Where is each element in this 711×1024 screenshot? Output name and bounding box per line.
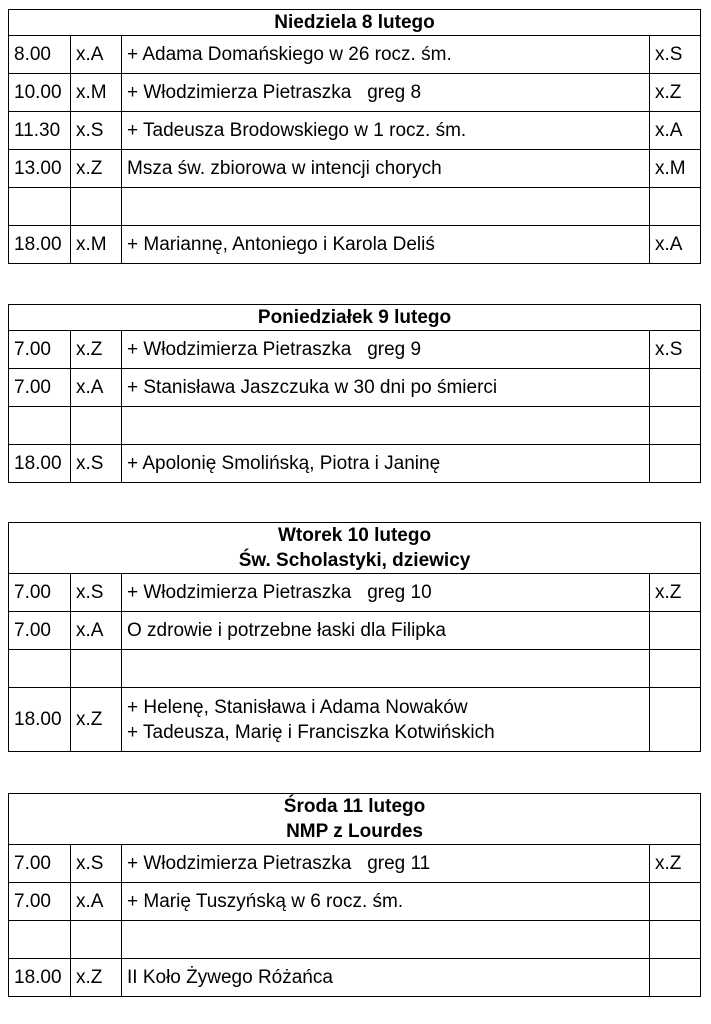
mass-time: 8.00 [9,36,71,74]
mass-intention [122,921,650,959]
mass-confessor: x.A [650,226,701,264]
mass-celebrant: x.Z [71,688,122,752]
mass-row [9,150,701,188]
mass-celebrant: x.A [71,36,122,74]
mass-celebrant [71,188,122,226]
day-title [9,10,701,36]
day-table-poniedzialek [8,304,701,483]
mass-row [9,883,701,921]
mass-celebrant: x.Z [71,331,122,369]
mass-confessor [650,369,701,407]
mass-row-empty [9,650,701,688]
intention-line: + Helenę, Stanisława i Adama Nowaków [127,696,468,718]
day-title-line: Środa 11 lutego [283,796,426,817]
day-title [9,305,701,331]
mass-confessor: x.A [650,112,701,150]
day-header-row [9,794,701,845]
mass-celebrant: x.A [71,612,122,650]
mass-celebrant: x.M [71,226,122,264]
mass-confessor: x.M [650,150,701,188]
day-table-sroda [8,793,701,997]
mass-row [9,612,701,650]
intention-line: + Tadeusza Brodowskiego w 1 rocz. śm. [127,120,467,141]
intention-line: + Włodzimierza Pietraszka greg 8 [127,82,422,103]
intention-line: Msza św. zbiorowa w intencji chorych [127,158,442,179]
mass-time: 18.00 [9,445,71,483]
mass-celebrant: x.Z [71,150,122,188]
day-title-line: Poniedziałek 9 lutego [257,307,452,328]
mass-time [9,921,71,959]
mass-intention [122,407,650,445]
mass-time: 18.00 [9,688,71,752]
mass-confessor [650,959,701,997]
mass-time: 11.30 [9,112,71,150]
mass-time: 7.00 [9,369,71,407]
mass-intention [122,369,650,407]
mass-intention [122,688,650,752]
mass-confessor: x.Z [650,845,701,883]
mass-time: 18.00 [9,226,71,264]
day-subtitle-line: Św. Scholastyki, dziewicy [238,550,471,571]
mass-row [9,688,701,752]
mass-intention [122,650,650,688]
mass-time: 7.00 [9,331,71,369]
mass-row [9,36,701,74]
mass-intention [122,959,650,997]
mass-intention [122,445,650,483]
intention-line: + Marię Tuszyńską w 6 rocz. śm. [127,891,404,912]
mass-row [9,959,701,997]
mass-row [9,445,701,483]
mass-row-empty [9,407,701,445]
mass-celebrant: x.Z [71,959,122,997]
day-header-row [9,523,701,574]
mass-celebrant [71,407,122,445]
mass-celebrant: x.S [71,845,122,883]
mass-intention [122,74,650,112]
mass-confessor: x.S [650,331,701,369]
mass-row-empty [9,188,701,226]
mass-row [9,574,701,612]
mass-confessor [650,688,701,752]
mass-confessor [650,650,701,688]
intention-line: + Włodzimierza Pietraszka greg 9 [127,339,422,360]
mass-celebrant: x.M [71,74,122,112]
mass-row [9,845,701,883]
mass-intention [122,226,650,264]
mass-row [9,74,701,112]
day-table-niedziela [8,9,701,264]
mass-row [9,226,701,264]
mass-confessor [650,883,701,921]
day-subtitle-line: NMP z Lourdes [286,821,423,842]
mass-confessor [650,612,701,650]
mass-confessor [650,188,701,226]
mass-time [9,188,71,226]
mass-time: 7.00 [9,574,71,612]
mass-confessor: x.S [650,36,701,74]
intention-line: + Adama Domańskiego w 26 rocz. śm. [127,44,452,65]
mass-celebrant [71,921,122,959]
mass-celebrant: x.A [71,369,122,407]
mass-intention [122,36,650,74]
intention-line: + Mariannę, Antoniego i Karola Deliś [127,234,435,255]
mass-confessor: x.Z [650,74,701,112]
mass-time [9,407,71,445]
mass-intention [122,112,650,150]
mass-time: 7.00 [9,612,71,650]
intention-line: II Koło Żywego Różańca [127,967,333,988]
day-table-wtorek [8,522,701,752]
mass-time: 7.00 [9,883,71,921]
mass-celebrant: x.A [71,883,122,921]
mass-time: 18.00 [9,959,71,997]
mass-intention [122,331,650,369]
mass-intention [122,574,650,612]
mass-row [9,369,701,407]
intention-line: + Apolonię Smolińską, Piotra i Janinę [127,453,441,474]
intention-line: + Tadeusza, Marię i Franciszka Kotwińskich [127,721,495,743]
day-title [9,523,701,574]
mass-intention [122,612,650,650]
mass-celebrant: x.S [71,445,122,483]
mass-intention [122,845,650,883]
mass-celebrant: x.S [71,112,122,150]
intention-line: O zdrowie i potrzebne łaski dla Filipka [127,620,446,641]
day-title [9,794,701,845]
mass-celebrant [71,650,122,688]
intention-line: + Włodzimierza Pietraszka greg 11 [127,853,431,874]
day-title-line: Wtorek 10 lutego [277,525,432,546]
mass-row-empty [9,921,701,959]
mass-intention [122,883,650,921]
mass-time: 13.00 [9,150,71,188]
day-header-row [9,10,701,36]
day-title-line: Niedziela 8 lutego [274,12,435,33]
mass-confessor: x.Z [650,574,701,612]
mass-row [9,112,701,150]
mass-intention [122,188,650,226]
intention-line: + Włodzimierza Pietraszka greg 10 [127,582,432,603]
mass-intention [122,150,650,188]
day-header-row [9,305,701,331]
mass-confessor [650,407,701,445]
mass-time [9,650,71,688]
mass-celebrant: x.S [71,574,122,612]
intention-line: + Stanisława Jaszczuka w 30 dni po śmierci [127,377,498,398]
mass-row [9,331,701,369]
mass-confessor [650,445,701,483]
mass-confessor [650,921,701,959]
mass-time: 7.00 [9,845,71,883]
mass-time: 10.00 [9,74,71,112]
